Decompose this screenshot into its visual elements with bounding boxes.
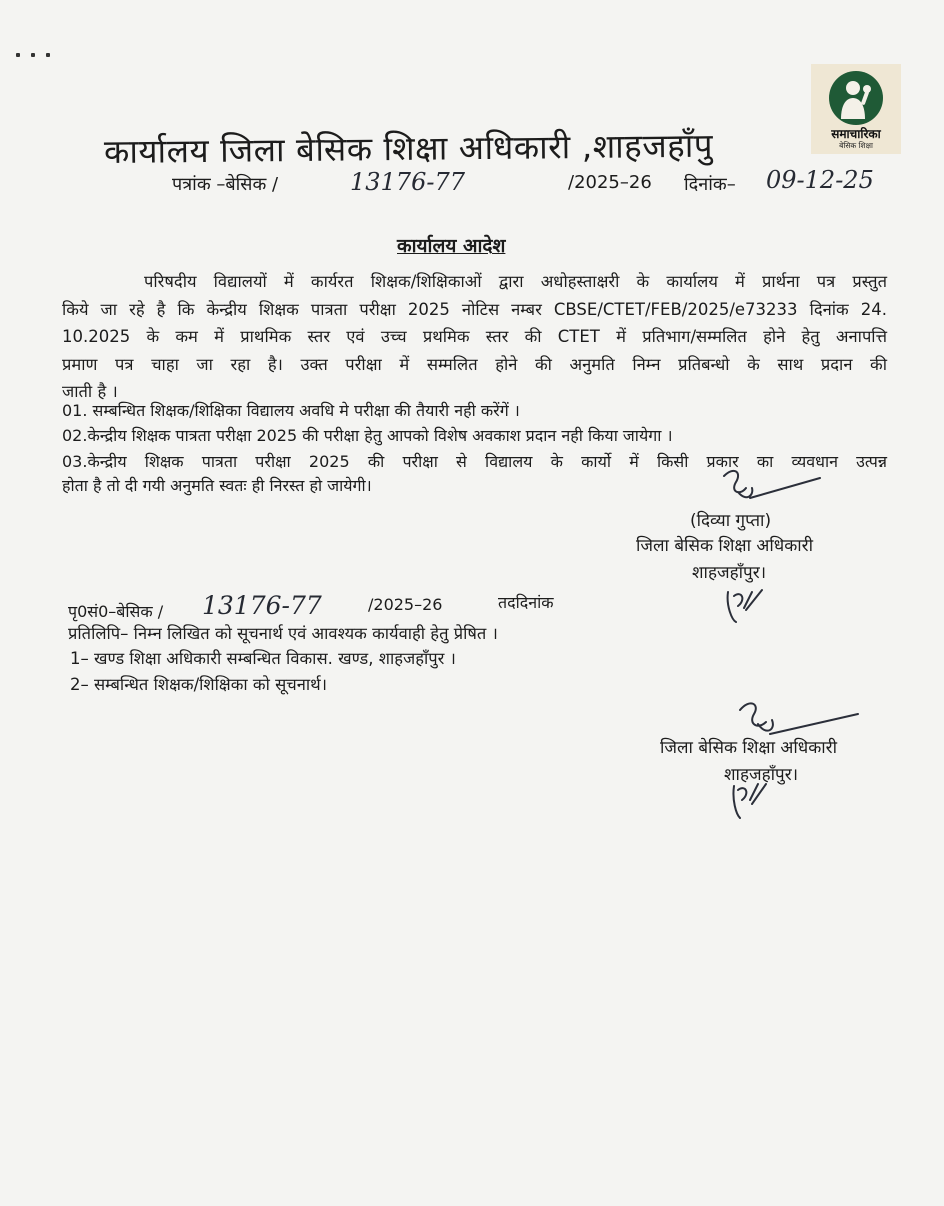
signatory-designation: जिला बेसिक शिक्षा अधिकारी bbox=[636, 536, 814, 556]
copy-signatory-place: शाहजहाँपुर। bbox=[724, 765, 799, 785]
signature-mark bbox=[716, 462, 836, 514]
letter-session: /2025–26 bbox=[568, 172, 652, 193]
badge-tagline: बेसिक शिक्षा bbox=[839, 141, 873, 150]
copy-session: /2025–26 bbox=[368, 595, 443, 614]
copy-ref-label: पृ0सं0–बेसिक / bbox=[68, 602, 164, 621]
paragraph-line: 10.2025 के कम में प्राथमिक स्तर एवं उच्च प्रथमिक स्तर की CTET में प्रतिभाग/सम्मलित होने हेतु अनापत्ति bbox=[62, 327, 887, 346]
copy-intro: प्रतिलिपि– निम्न लिखित को सूचनार्थ एवं आवश्यक कार्यवाही हेतु प्रेषित । bbox=[68, 624, 498, 643]
copy-recipient: 2– सम्बन्धित शिक्षक/शिक्षिका को सूचनार्थ। bbox=[70, 675, 327, 694]
paragraph-line: किये जा रहे है कि केन्द्रीय शिक्षक पात्रता परीक्षा 2025 नोटिस नम्बर CBSE/CTET/FEB/2025/e73233 दिनांक 24. bbox=[62, 299, 887, 319]
news-badge bbox=[811, 64, 901, 154]
copy-signatory-designation: जिला बेसिक शिक्षा अधिकारी bbox=[660, 738, 838, 758]
initials-mark bbox=[726, 778, 770, 822]
paragraph-line: परिषदीय विद्यालयों में कार्यरत शिक्षक/शिक्षिकाओं द्वारा अधोहस्ताक्षरी के कार्यालय में प्रार्थना पत्र प्रस्तुत bbox=[144, 272, 887, 291]
letter-number: 13176-77 bbox=[350, 168, 465, 196]
signatory-name: (दिव्या गुप्ता) bbox=[690, 511, 772, 531]
date-value: 09-12-25 bbox=[766, 166, 874, 194]
reporter-with-microphone-icon bbox=[829, 71, 883, 125]
scan-speckles bbox=[16, 42, 61, 61]
date-label: दिनांक– bbox=[684, 174, 736, 195]
paragraph-line: जाती है । bbox=[62, 382, 118, 401]
letter-label: पत्रांक –बेसिक / bbox=[172, 174, 279, 195]
badge-name: समाचारिका bbox=[831, 127, 881, 141]
copy-date: तददिनांक bbox=[498, 593, 554, 612]
copy-ref-number: 13176-77 bbox=[202, 591, 322, 620]
order-heading: कार्यालय आदेश bbox=[397, 235, 506, 257]
signatory-place: शाहजहाँपुर। bbox=[692, 563, 767, 583]
initials-mark bbox=[722, 586, 768, 628]
condition-item: होता है तो दी गयी अनुमति स्वतः ही निरस्त हो जायेगी। bbox=[62, 476, 372, 495]
condition-item: 02.केन्द्रीय शिक्षक पात्रता परीक्षा 2025 की परीक्षा हेतु आपको विशेष अवकाश प्रदान नही किया जायेगा । bbox=[62, 426, 673, 445]
order-paragraph bbox=[62, 268, 887, 406]
copy-recipient: 1– खण्ड शिक्षा अधिकारी सम्बन्धित विकास. खण्ड, शाहजहाँपुर । bbox=[70, 649, 456, 668]
office-title: कार्यालय जिला बेसिक शिक्षा अधिकारी ,शाहजहाँपु bbox=[103, 125, 714, 171]
condition-item: 01. सम्बन्धित शिक्षक/शिक्षिका विद्यालय अवधि मे परीक्षा की तैयारी नही करेंगें । bbox=[62, 401, 520, 420]
condition-item: 03.केन्द्रीय शिक्षक पात्रता परीक्षा 2025 की परीक्षा से विद्यालय के कार्यो में किसी प्रकार का व्यवधान उत्पन्न bbox=[62, 452, 887, 471]
paragraph-line: प्रमाण पत्र चाहा जा रहा है। उक्त परीक्षा में सम्मलित होने की अनुमति निम्न प्रतिबन्धो के साथ प्रदान की bbox=[62, 354, 887, 374]
